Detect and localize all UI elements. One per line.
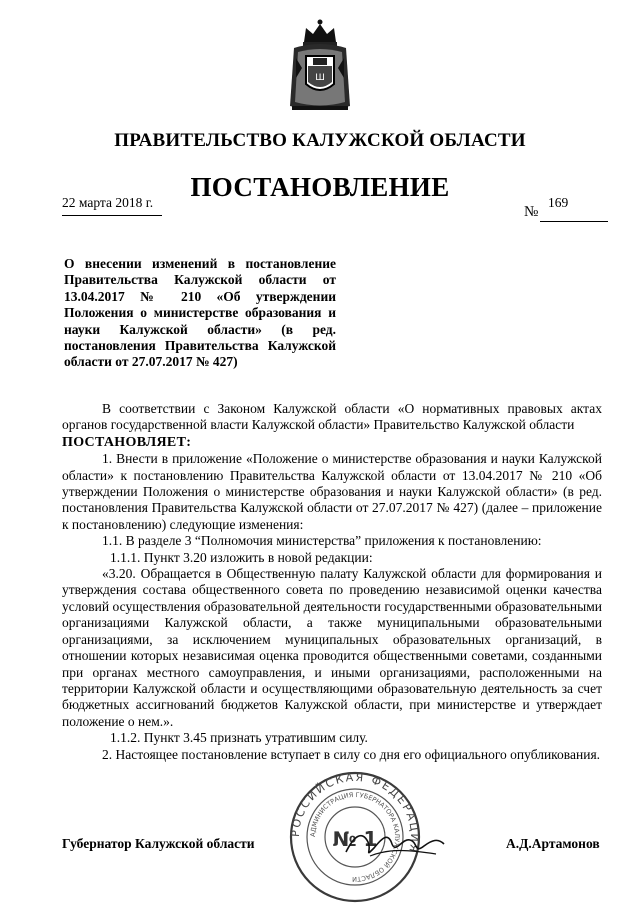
paragraph-1-1-2: 1.1.2. Пункт 3.45 признать утратившим силу. (110, 730, 368, 746)
paragraph-1: 1. Внести в приложение «Положение о министерстве образования и науки Калужской области» к постановлению Правительства Калужской области от 13.04.2017 № 210 «Об утверждении Положения о министерстве образования и науки Калужской области» (в ред. постановления Правительства Калужской области от 27.07.2017 № 427) (далее – приложение к постановлению) следующие изменения: (62, 451, 602, 532)
signer-title: Губернатор Калужской области (62, 836, 255, 851)
signer-name: А.Д.Артамонов (506, 836, 600, 851)
quoted-amendment: «3.20. Обращается в Общественную палату Калужской области для формирования и утверждения состава общественного совета по проведению независимой оценки качества условий осуществления образовательной деятельности государственными образовательными организациями Калужской области, а также муниципальными образовательными организациями, за исключением муниципальных образовательных организаций, в отношении которых независимая оценка проводится общественными советами, созданными при органах местного самоуправления, и иными организациями, расположенными на территории Калужской области и осуществляющими образовательную деятельность за счет бюджетных ассигнований бюджетов Калужской области, при министерстве и утверждает положение о нем.». (62, 566, 602, 729)
handwritten-signature (340, 818, 450, 868)
paragraph-1-1-1: 1.1.1. Пункт 3.20 изложить в новой редакции: (110, 549, 373, 565)
paragraph-1-1: 1.1. В разделе 3 “Полномочия министерства” приложения к постановлению: (102, 533, 542, 549)
document-type-title: ПОСТАНОВЛЕНИЕ (190, 172, 450, 202)
paragraph-2: 2. Настоящее постановление вступает в силу со дня его официального опубликования. (102, 746, 601, 762)
coat-of-arms-icon (286, 18, 354, 116)
document-number: 169 (548, 195, 569, 210)
document-subject: О внесении изменений в постановление Правительства Калужской области от 13.04.2017 № 210 «Об утверждении Положения о министерстве образования и науки Калужской области» (в ред. постановления Правительства Калужской области от 27.07.2017 № 427) (64, 256, 336, 370)
date-underline (62, 215, 162, 216)
number-sign: № (524, 204, 539, 220)
government-title: ПРАВИТЕЛЬСТВО КАЛУЖСКОЙ ОБЛАСТИ (114, 130, 526, 151)
seal-center-number: № 1 (332, 827, 378, 851)
svg-text:Ш: Ш (315, 73, 325, 83)
seal-inner-text: АДМИНИСТРАЦИЯ ГУБЕРНАТОРА КАЛУЖСКОЙ ОБЛАСТИ (308, 790, 402, 884)
document-date: 22 марта 2018 г. (62, 195, 154, 210)
document-body (62, 401, 602, 763)
number-underline (540, 221, 608, 222)
intro-paragraph: В соответствии с Законом Калужской области «О нормативных правовых актах органов государственной власти Калужской области» Правительство Калужской области (62, 401, 602, 433)
resolve-heading: ПОСТАНОВЛЯЕТ: (62, 434, 192, 450)
seal-ring-text: РОССИЙСКАЯ ФЕДЕРАЦИЯ (288, 770, 422, 856)
